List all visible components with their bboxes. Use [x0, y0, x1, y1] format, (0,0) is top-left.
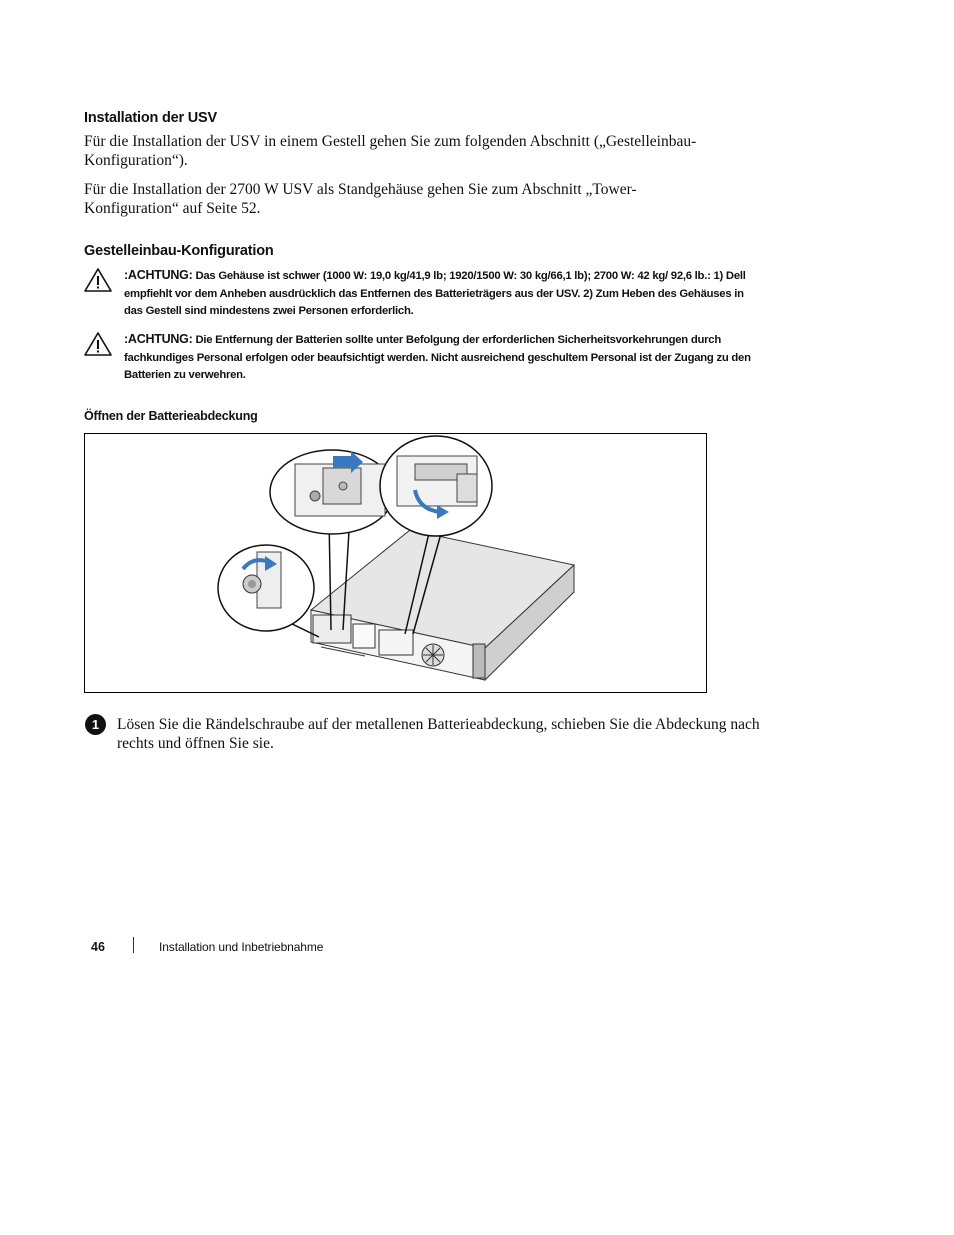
footer-chapter-title: Installation und Inbetriebnahme	[159, 940, 324, 954]
caution-body: Das Gehäuse ist schwer (1000 W: 19,0 kg/41,9 lb; 1920/1500 W: 30 kg/66,1 lb); 2700 W: 42 kg/ 92,6 lb.: 1) Dell empfiehlt vor dem Anheben ausdrücklich das Entfernen des Batterieträgers aus der USV. 2) Zum Heben des Gehäuses in das Gestell sind mindestens zwei Personen erforderlich.	[124, 270, 746, 317]
callout-thumbscrew	[218, 545, 314, 631]
section-heading-rack-config: Gestelleinbau-Konfiguration	[84, 243, 274, 259]
step-instruction: Lösen Sie die Rändelschraube auf der metallenen Batterieabdeckung, schieben Sie die Abdeckung nach rechts und öffnen Sie sie.	[117, 716, 760, 752]
warning-triangle-icon	[84, 267, 112, 293]
warning-triangle-icon	[84, 331, 112, 357]
paragraph-rack-install: Für die Installation der USV in einem Gestell gehen Sie zum folgenden Abschnitt („Gestelleinbau-Konfiguration“).	[84, 133, 697, 169]
caution-text	[124, 267, 764, 321]
callout-slide-cover	[270, 450, 394, 534]
caution-label: :ACHTUNG:	[124, 268, 193, 282]
page-number: 46	[91, 940, 105, 954]
callout-open-cover	[380, 436, 492, 536]
caution-text	[124, 331, 764, 385]
section-heading-installation: Installation der USV	[84, 110, 217, 126]
figure-battery-cover	[84, 433, 707, 693]
ups-illustration	[85, 434, 706, 692]
paragraph-tower-install: Für die Installation der 2700 W USV als Standgehäuse gehen Sie zum Abschnitt „Tower-Konfiguration“ auf Seite 52.	[84, 181, 637, 217]
footer-divider	[133, 937, 134, 953]
step-number-badge: 1	[85, 714, 106, 735]
caution-body: Die Entfernung der Batterien sollte unter Befolgung der erforderlichen Sicherheitsvorkehrungen durch fachkundiges Personal erfolgen oder beaufsichtigt werden. Nicht ausreichend geschultem Personal ist der Zugang zu den Batterien zu verwehren.	[124, 334, 751, 381]
caution-label: :ACHTUNG:	[124, 332, 193, 346]
ups-chassis	[311, 530, 574, 680]
figure-caption: Öffnen der Batterieabdeckung	[84, 409, 258, 423]
